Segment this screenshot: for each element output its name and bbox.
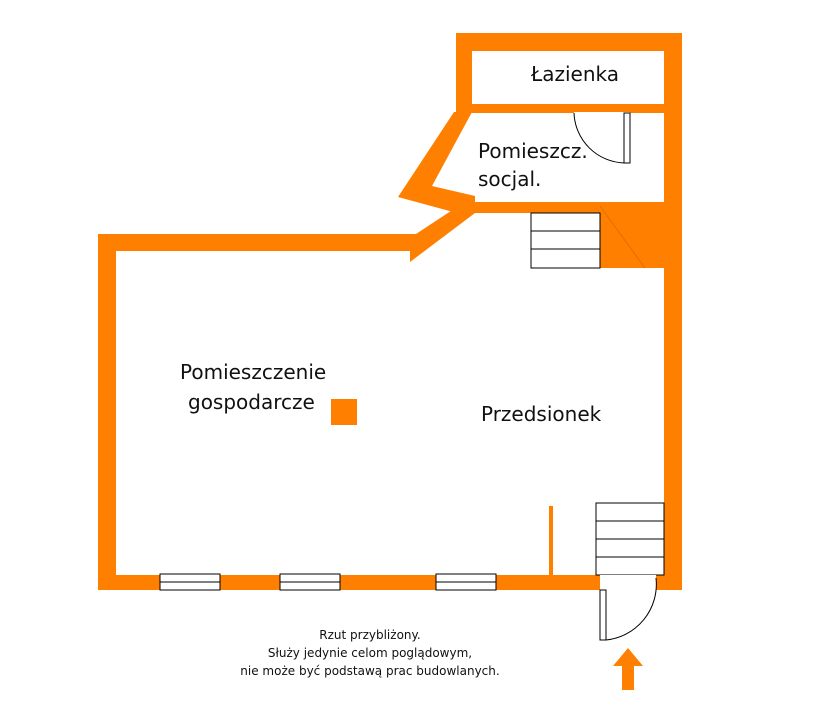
window <box>280 574 340 590</box>
room-label-social-line1: Pomieszcz. <box>478 139 588 163</box>
column-icon <box>331 399 357 425</box>
entrance-opening <box>600 575 656 591</box>
disclaimer-line-2: Służy jedynie celom poglądowym, <box>267 646 473 660</box>
chimney-block <box>600 206 664 268</box>
lower-stairs <box>596 503 664 575</box>
disclaimer-line-3: nie może być podstawą prac budowlanych. <box>240 664 500 678</box>
room-label-hall: Przedsionek <box>481 402 602 426</box>
arrow-up-icon <box>613 648 643 690</box>
room-label-utility-line1: Pomieszczenie <box>180 360 327 384</box>
window <box>436 574 496 590</box>
upper-stairs <box>531 213 600 268</box>
disclaimer-note <box>210 626 530 680</box>
room-label-social-line2: socjal. <box>478 167 542 191</box>
bathroom-wall <box>456 104 574 113</box>
partition <box>549 506 553 576</box>
room-label-utility-line2: gospodarcze <box>188 390 315 414</box>
disclaimer-line-1: Rzut przybliżony. <box>319 628 421 642</box>
room-label-bathroom: Łazienka <box>531 62 620 86</box>
window <box>160 574 220 590</box>
bathroom-wall-right <box>630 104 670 113</box>
